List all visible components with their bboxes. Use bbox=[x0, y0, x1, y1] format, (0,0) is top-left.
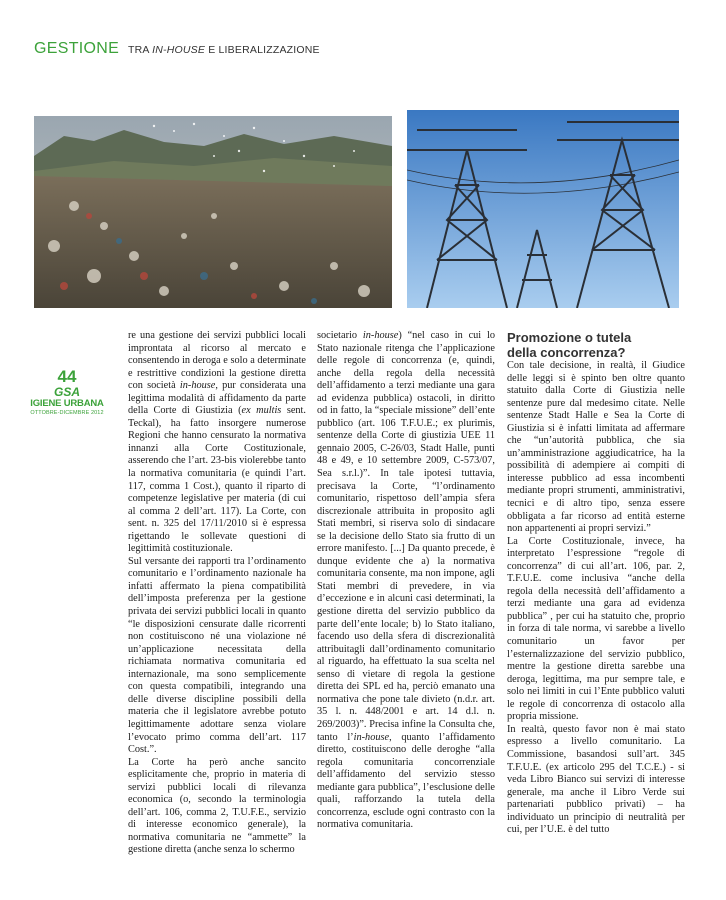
italic-term: ex multis bbox=[241, 405, 282, 417]
page-header bbox=[34, 40, 694, 62]
italic-term: in-house bbox=[179, 380, 216, 392]
text-span: sent. Teckal), ha fatto insorgere numerose Regioni che hanno censurato la normativa innanzi alla Corte Costituzionale, asserendo che l’art. 23-bis violerebbe tanto la normativa comunitaria (e quindi l’art. 117, comma 1 Cost.), quanto il riparto di competenze legislative per materia (di cui al comma 2 dell’art. 117). La Corte, con sent. n. 325 del 17/11/2010 si è espressa rigettando le sollevate questioni di legittimità costituzionale. bbox=[128, 405, 306, 555]
page-number: 44 bbox=[57, 367, 77, 386]
text-column-1 bbox=[128, 330, 306, 857]
subtitle-italic: IN-HOUSE bbox=[152, 44, 206, 56]
text-span: , quanto l’affidamento diretto, costituiscono delle deroghe “alla regola comunitaria concorrenziale dell’affidamento del servizio stesso mediante gara pubblica”, l’esclusione delle quali, rafforzando la tutela della concorrenza, esclude ogni contrasto con la normativa comunitaria. bbox=[317, 731, 495, 831]
subtitle-part: TRA bbox=[128, 44, 153, 56]
paragraph bbox=[128, 330, 306, 556]
issue-info bbox=[30, 368, 104, 417]
landfill-photo bbox=[34, 116, 392, 308]
text-span: societario bbox=[317, 330, 363, 341]
power-pylons-photo bbox=[407, 110, 679, 308]
issue-date: OTTOBRE-DICEMBRE 2012 bbox=[30, 410, 104, 416]
subtitle-part: E LIBERALIZZAZIONE bbox=[205, 44, 320, 56]
text-span: re una gestione dei servizi pubblici locali improntata al ricorso al mercato e consentendo in deroga e solo a determinate e restrittive condizioni la gestione diretta con società bbox=[128, 330, 306, 392]
article-subtitle bbox=[128, 44, 320, 56]
heading-line: Promozione o tutela bbox=[507, 330, 632, 345]
paragraph: In realtà, questo favor non è mai stato espresso a livello comunitario. La Commissione, basandosi sull’art. 345 T.F.U.E. (ex articolo 295 del T.C.E.) - si veda Libro Bianco sui servizi di interesse generale, ma anche il Libro Verde sui partenariati pubblico privati) – ha individuato un principio di neutralità per cui, per l’U.E. è del tutto bbox=[507, 723, 685, 836]
text-column-3 bbox=[507, 330, 685, 837]
section-label: GESTIONE bbox=[34, 40, 120, 57]
heading-line: della concorrenza? bbox=[507, 345, 626, 360]
brand-logo: GSA bbox=[53, 385, 80, 399]
paragraph: La Corte ha però anche sancito esplicitamente che, proprio in materia di servizi pubblici locali di rilevanza economica (o, secondo la terminologia dell’art. 106, comma 2, T.U.F.E., servizio di interesse economico generale), la normativa comunitaria ne “ammette” la gestione diretta (anche senza lo schermo bbox=[128, 756, 306, 856]
paragraph: Con tale decisione, in realtà, il Giudice delle leggi si è spinto ben oltre quanto statuito dalla Corte di Giustizia nelle sentenze pure dal medesimo citate. Nelle sentenze Stadt Halle e Sea la Corte di Giustizia si è infatti limitata ad affermare che “un’autorità pubblica, che sia un’amministrazione aggiudicatrice, ha la possibilità di adempiere ai compiti di interesse pubblico ad essa incombenti mediante propri strumenti, amministrativi, tecnici e di altro tipo, senza essere obbligata a far ricorso ad entità esterne non appartenenti ai propri servizi.” bbox=[507, 360, 685, 535]
text-column-2 bbox=[317, 330, 495, 832]
magazine-title: IGIENE URBANA bbox=[30, 398, 104, 409]
paragraph: Sul versante dei rapporti tra l’ordinamento comunitario e l’ordinamento nazionale ha infatti affermato la piena compatibilità dell’imposta preferenza per la gestione privata dei servizi pubblici locali in quanto “le disposizioni censurate dalle ricorrenti non costituiscono né una violazione né un’applicazione necessitata della richiamata normativa comunitaria ed internazionale, ma sono semplicemente con questa compatibili, integrando una delle diverse discipline possibili della materia che il legislatore avrebbe potuto legittimamente adottare senza violare l’evocato primo comma dell’art. 117 Cost.”. bbox=[128, 555, 306, 756]
text-span: , pur considerata una legittima modalità di affidamento da parte della Corte di Giustizia ( bbox=[128, 380, 307, 417]
paragraph: La Corte Costituzionale, invece, ha interpretato l’espressione “regole di concorrenza” di cui all’art. 106, par. 2, T.F.U.E. come inclusiva “anche della regola della necessità dell’affidamento a terzi mediante una gara ad evidenza pubblica” , per cui ha statuito che, proprio in forza di tale norma, vi sarebbe a livello comunitario un favor per l’esternalizzazione del servizio pubblico, mentre la gestione diretta sarebbe una deroga, legittima, ma pur sempre tale, e solo nei limiti in cui l’Ente pubblico valuti le regole di concorrenza di ostacolo alla propria missione. bbox=[507, 535, 685, 723]
section-heading bbox=[507, 330, 685, 360]
text-span: ) “nel caso in cui lo Stato nazionale ritenga che l’applicazione delle regole di concorrenza (e, quindi, anche della regola della necessità dell’affidamento a terzi mediante una gara ad evidenza pubblica) ostacoli, in diritto od in fatto, la “speciale missione” dell’ente pubblico (art. 106 T.F.U.E.; ex plurimis, sentenze della Corte di giustizia UEE 11 gennaio 2005, C-26/03, Stadt Halle, punti 48 e 49, e 10 settembre 2009, C-573/07, Sea s.r.l.)”. In tale ipotesi tuttavia, precisava la Corte, “l’ordinamento comunitario, rispettoso dell’ampia sfera discrezionale attribuita in proposito agli Stati membri, si riserva solo di sindacare se la decisione dello Stato sia frutto di un errore manifesto. [...] Da quanto precede, è dunque evidente che a) la normativa comunitaria consente, ma non impone, agli Stati membri di prevedere, in via d’eccezione e in alcuni casi determinati, la gestione diretta del servizio pubblico da parte dell’ente locale; b) lo Stato italiano, facendo uso della sfera di discrezionalità attribuitagli dall’ordinamento comunitario al riguardo, ha effettuato la sua scelta nel senso di vietare di regola la gestione diretta dei SPL ed ha, perciò emanato una normativa che pone tale divieto (n.d.r. art. 35 l. n. 448/2001 e art. 14 d.l. n. 269/2003)”. Precisa infine la Consulta che, tanto l’ bbox=[317, 330, 495, 743]
paragraph bbox=[317, 330, 495, 832]
italic-term: in-house bbox=[353, 731, 390, 743]
italic-term: in-house bbox=[362, 330, 399, 341]
